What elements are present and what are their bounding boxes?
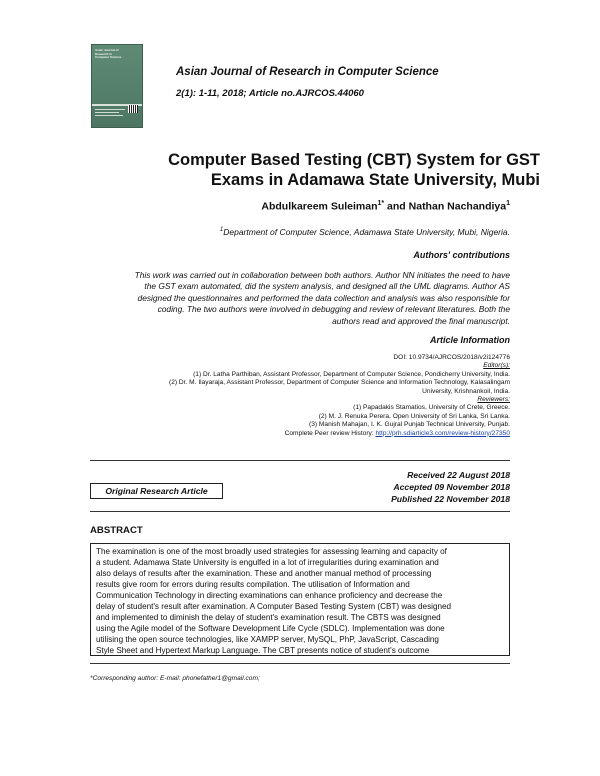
journal-issue: 2(1): 1-11, 2018; Article no.AJRCOS.44060 [176,88,364,99]
cover-line [95,115,123,116]
abstract-line: and implemented to diminish the delay of student's examination result. The CBTS was designed [96,613,441,622]
abstract-divider [90,511,510,512]
contributions-line: This work was carried out in collaboration between both authors. Author NN initiates the need to have [134,270,510,280]
abstract-box [90,543,510,656]
abstract-line: results give room for errors during results compilation. The utilisation of Information and [96,580,410,589]
received-date: Received 22 August 2018 [407,470,510,480]
editor-entry: (1) Dr. Latha Parthiban, Assistant Professor, Department of Computer Science, Pondicherry University, India. [193,370,510,378]
paper-title-line: Computer Based Testing (CBT) System for GST [168,151,540,169]
article-info-block [70,354,510,438]
doi-text: DOI: 10.9734/AJRCOS/2018/v2i124776 [393,354,510,361]
cover-title-line: Research in [95,51,113,56]
contributions-line: the GST exam automated, did the system analysis, and designed all the UML diagrams. Author AS [144,281,510,292]
abstract-line: Style Sheet and Hypertext Markup Language. The CBT presents notice of student's outcome [96,646,430,655]
corresponding-author-footnote: *Corresponding author: E-mail: phonefather1@gmail.com; [90,675,260,682]
abstract-line: utilising the open source technologies, like XAMPP server, MySQL, PhP, JavaScript, Cascading [96,635,439,644]
top-divider [90,460,510,461]
accepted-date: Accepted 09 November 2018 [393,482,510,492]
journal-name: Asian Journal of Research in Computer Science [176,66,439,78]
peer-review-prefix: Complete Peer review History: [284,429,376,437]
article-info-heading: Article Information [429,335,510,345]
contributions-line: coding. The two authors were involved in debugging and review of relevant literatures. Both the [157,304,510,315]
author-separator: and [384,200,409,213]
abstract-line: delay of student's result after examination. A Computer Based Testing System (CBT) was designed [96,602,452,611]
cover-line [95,109,125,110]
contributions-text [90,270,510,327]
cover-title-line: Computer Science [95,55,122,60]
editor-entry: (2) Dr. M. Ilayaraja, Assistant Professor, Department of Computer Science and Information Technology, Kalasalingam [169,379,510,387]
author-name: Abdulkareem Suleiman [261,200,378,213]
author-affiliation-mark: 1* [377,200,385,207]
abstract-line: The examination is one of the most broadly used strategies for assessing learning and capacity of [96,547,447,556]
footnote-divider [90,663,510,664]
publication-dates [391,469,510,505]
paper-title [60,150,540,190]
abstract-line: using the Agile model of the Software Development Life Cycle (SDLC). Implementation was done [96,624,445,633]
paper-title-line: Exams in Adamawa State University, Mubi [210,171,540,189]
abstract-line: Communication Technology in directing examinations can enhance proficiency and decrease the [96,591,443,600]
peer-review-link[interactable]: http://prh.sdiarticle3.com/review-history/27350 [375,429,510,437]
cover-barcode [128,105,138,113]
author-affiliation-mark: 1 [506,200,510,207]
journal-cover-image [91,44,143,128]
author-affiliation [220,227,510,237]
article-type-badge: Original Research Article [90,483,223,499]
contributions-heading: Authors' contributions [413,250,510,260]
abstract-line: also delays of results after the examination. These and another manual method of processing [96,569,432,578]
contributions-line: designed the questionnaires and performed the data collection and analysis was also responsible for [137,292,510,303]
cover-title [95,49,141,60]
affiliation-mark: 1 [219,227,224,234]
published-date: Published 22 November 2018 [391,494,510,504]
reviewer-entry: (2) M. J. Renuka Perera, Open University of Sri Lanka, Sri Lanka. [318,412,510,420]
peer-review-history [70,430,510,438]
abstract-line: a student. Adamawa State University is engulfed in a lot of irregularities during examination and [96,558,439,567]
author-list [261,200,510,213]
author-name: Nathan Nachandiya [408,200,507,213]
reviewers-label: Reviewers: [477,396,510,404]
editors-label: Editor(s): [483,362,510,370]
abstract-heading: ABSTRACT [90,525,143,536]
reviewer-entry: (1) Papadakis Stamatios, University of Crete, Greece. [353,404,510,412]
affiliation-text: Department of Computer Science, Adamawa State University, Mubi, Nigeria. [223,227,510,237]
editor-entry: University, Krishnankoil, India. [422,387,510,395]
cover-title-line: Asian Journal of [95,48,119,52]
cover-line [95,112,119,113]
reviewer-entry: (3) Manish Mahajan, I. K. Gujral Punjab Technical University, Punjab. [309,421,510,429]
contributions-line: authors read and approved the final manuscript. [332,315,510,326]
